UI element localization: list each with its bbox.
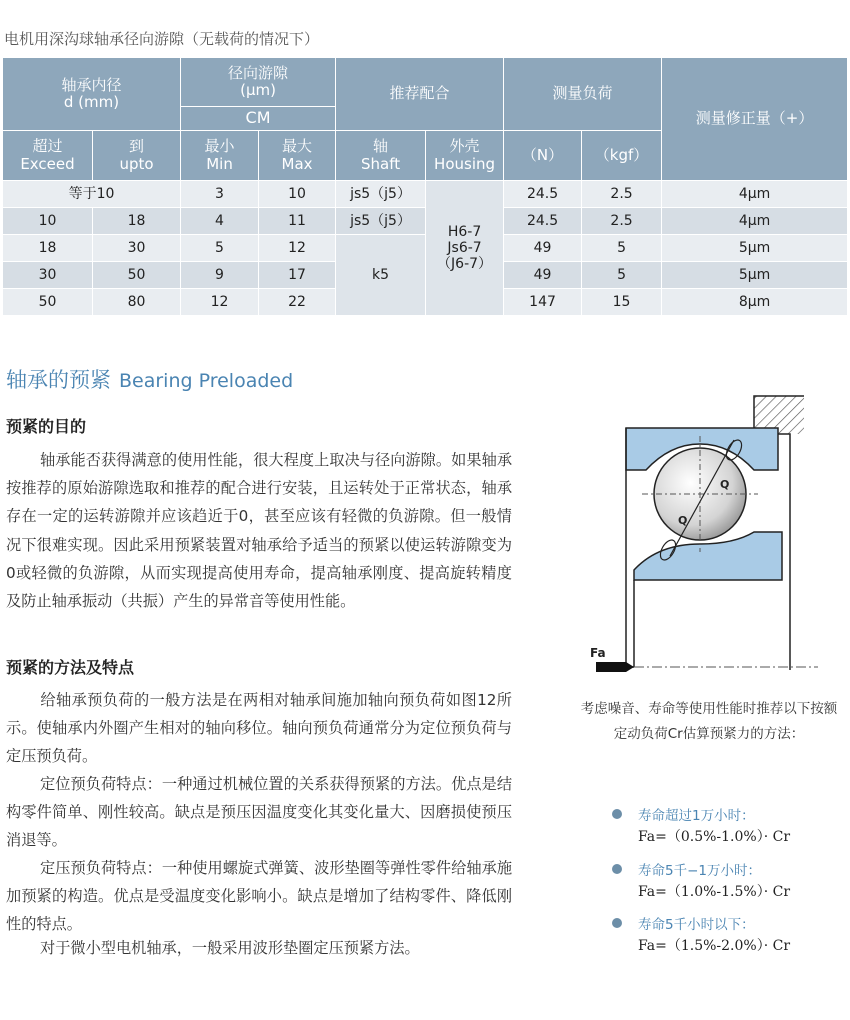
header-upto: 到 upto <box>93 131 181 181</box>
header-housing: 外壳 Housing <box>426 131 504 181</box>
method-paragraph-1: 给轴承预负荷的一般方法是在两相对轴承间施加轴向预负荷如图12所示。使轴承内外圈产生相对的轴向移位。轴向预负荷通常分为定位预负荷与定压预负荷。 <box>6 691 512 766</box>
bullet-dot-icon <box>612 809 622 819</box>
housing-fit-cell: H6-7 Js6-7 （J6-7） <box>426 181 504 316</box>
method-paragraph-2: 定位预负荷特点：一种通过机械位置的关系获得预紧的方法。优点是结构零件简单、刚性较高。缺点是预压因温度变化其变化量大、因磨损使预压消退等。 <box>6 775 512 850</box>
header-shaft: 轴 Shaft <box>336 131 426 181</box>
header-measuring-load: 测量负荷 <box>504 58 662 131</box>
header-max: 最大 Max <box>259 131 336 181</box>
q-label-upper: Q <box>720 478 730 491</box>
bullet-dot-icon <box>612 864 622 874</box>
header-correction: 测量修正量（+） <box>662 58 848 181</box>
recommendation-caption: 考虑噪音、寿命等使用性能时推荐以下按额定动负荷Cr估算预紧力的方法： <box>580 701 838 742</box>
header-newton: （N） <box>504 131 582 181</box>
table-row: 18 30 5 12 k5 49 5 5μm <box>3 235 848 262</box>
q-label-lower: Q <box>678 514 688 527</box>
header-exceed: 超过 Exceed <box>3 131 93 181</box>
header-cm: CM <box>181 107 336 131</box>
force-arrow-icon <box>596 662 626 672</box>
purpose-heading: 预紧的目的 <box>6 417 87 436</box>
bullet-dot-icon <box>612 918 622 928</box>
header-inner-diameter: 轴承内径 d (mm) <box>3 58 181 131</box>
table-row: 30 50 9 17 49 5 5μm <box>3 262 848 289</box>
table-row: 10 18 4 11 js5（j5） 24.5 2.5 4μm <box>3 208 848 235</box>
shaft-k5-cell: k5 <box>336 235 426 316</box>
force-label: Fa <box>590 646 606 660</box>
table-row: 50 80 12 22 147 15 8μm <box>3 289 848 316</box>
method-paragraph-4: 对于微小型电机轴承，一般采用波形垫圈定压预紧方法。 <box>40 939 420 957</box>
purpose-paragraph: 轴承能否获得满意的使用性能，很大程度上取决与径向游隙。如果轴承按推荐的原始游隙选取和推荐的配合进行安装，且运转处于正常状态，轴承存在一定的运转游隙并应该趋近于0，甚至应该有轻微的负游隙。但一般情况下很难实现。因此采用预紧装置对轴承给予适当的预紧以使运转游隙变为0或轻微的负游隙，从而实现提高使用寿命，提高轴承刚度、提高旋转精度及防止轴承振动（共振）产生的异常音等使用性能。 <box>6 451 512 611</box>
header-recommended-fit: 推荐配合 <box>336 58 504 131</box>
bearing-preload-diagram <box>582 392 822 682</box>
method-heading: 预紧的方法及特点 <box>6 658 135 677</box>
header-min: 最小 Min <box>181 131 259 181</box>
table-title: 电机用深沟球轴承径向游隙（无载荷的情况下） <box>4 30 320 48</box>
header-kgf: （kgf） <box>582 131 662 181</box>
table-row: 等于10 3 10 js5（j5） H6-7 Js6-7 （J6-7） 24.5 2.5 4μm <box>3 181 848 208</box>
method-paragraph-3: 定压预负荷特点：一种使用螺旋式弹簧、波形垫圈等弹性零件给轴承施加预紧的构造。优点是受温度变化影响小。缺点是增加了结构零件、降低刚性的特点。 <box>6 859 512 934</box>
header-radial-clearance: 径向游隙 (μm) <box>181 58 336 107</box>
clearance-table <box>2 57 848 316</box>
section-title: 轴承的预紧 Bearing Preloaded <box>6 368 294 392</box>
